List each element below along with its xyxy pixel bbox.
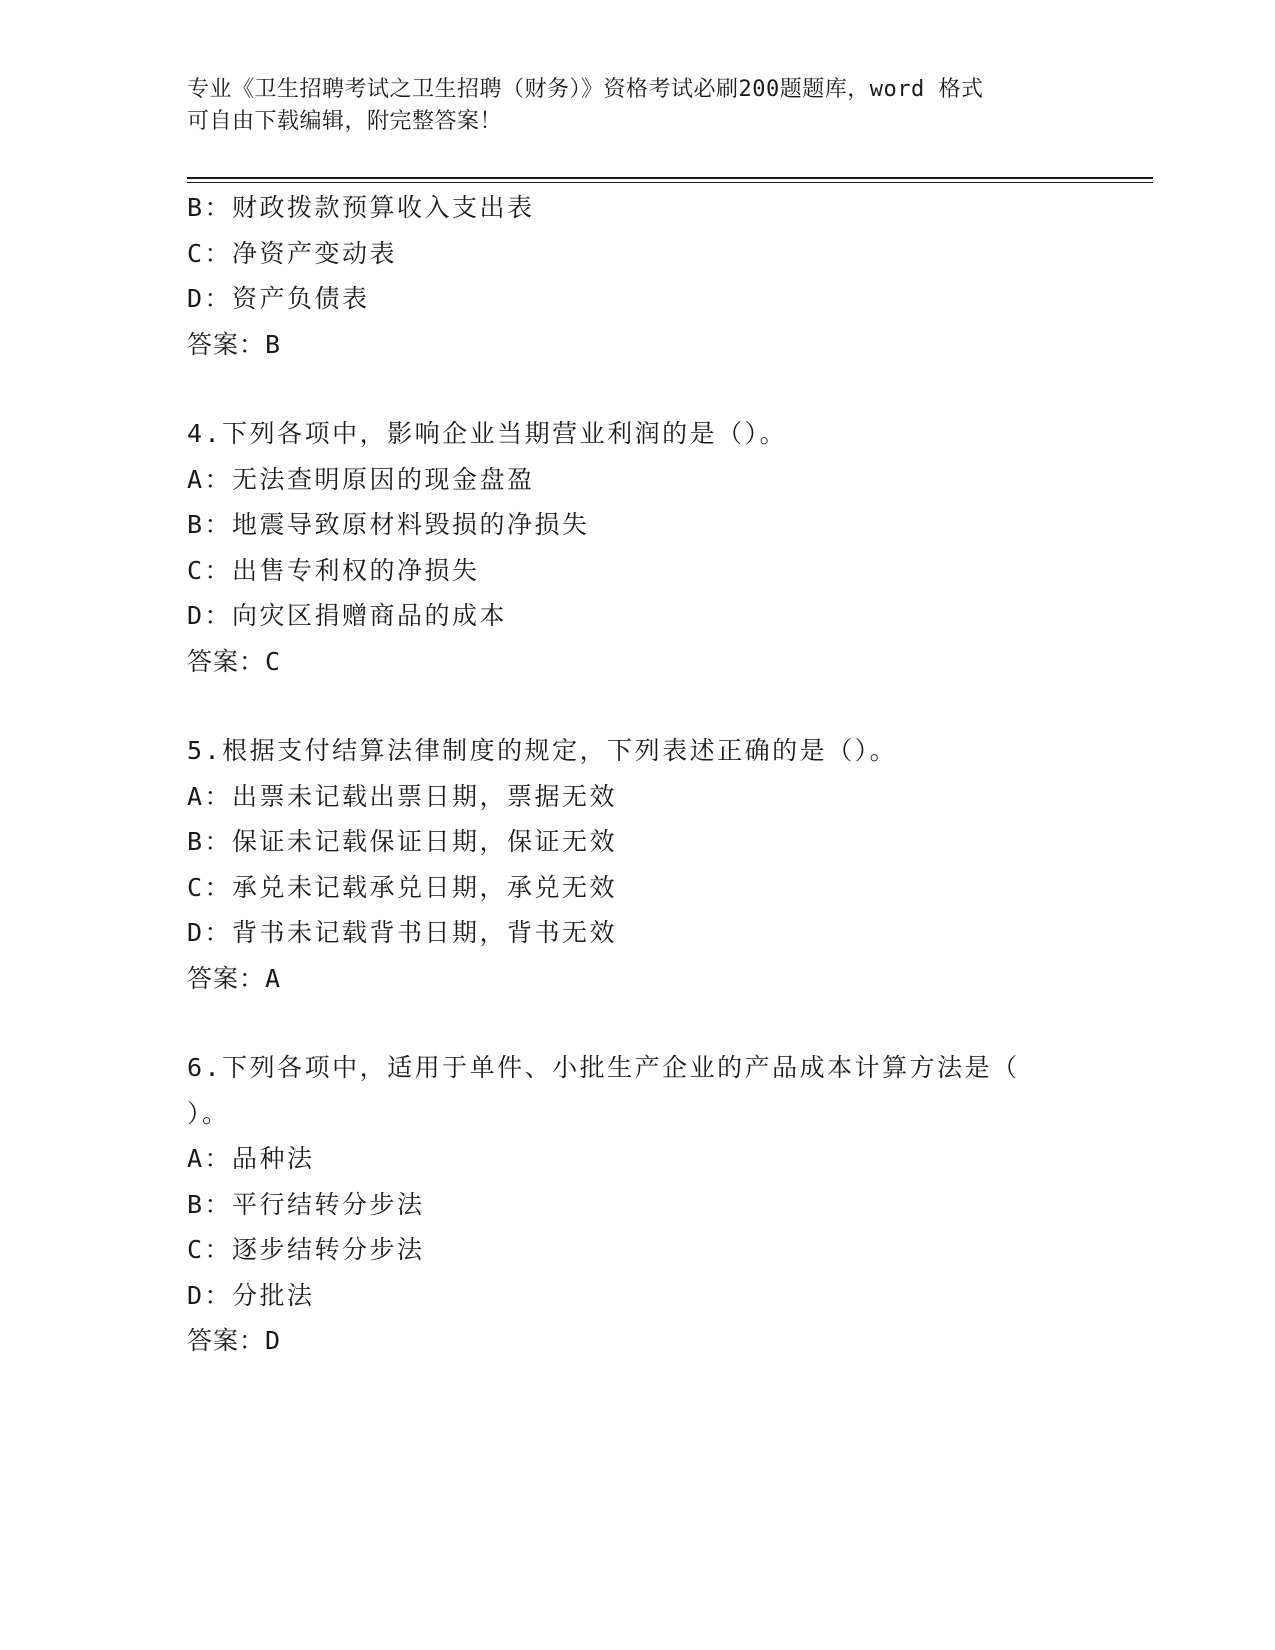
question-block-5 xyxy=(187,728,1087,1001)
question-block-6 xyxy=(187,1045,1087,1364)
q6-answer xyxy=(187,1318,1087,1364)
q5-option-c: C：承兑未记载承兑日期，承兑无效 xyxy=(187,872,618,902)
header-title-line-2: 可自由下载编辑，附完整答案！ xyxy=(187,109,503,134)
q3-option-c: C：净资产变动表 xyxy=(187,238,398,268)
q6-option-a: A：品种法 xyxy=(187,1144,315,1173)
q5-option-d: D：背书未记载背书日期，背书无效 xyxy=(187,918,618,947)
q5-option-b: B：保证未记载保证日期，保证无效 xyxy=(187,827,618,856)
q4-option-d: D：向灾区捐赠商品的成本 xyxy=(187,601,508,630)
q5-answer-label: 答案： xyxy=(187,963,266,993)
spacer xyxy=(187,684,1087,728)
q3-answer-value: B xyxy=(265,329,282,359)
q3-answer xyxy=(187,322,1087,368)
q4-answer xyxy=(187,639,1087,685)
q3-answer-label: 答案： xyxy=(187,329,266,359)
q6-option-d: D：分批法 xyxy=(187,1280,315,1310)
q5-option-a: A：出票未记载出票日期，票据无效 xyxy=(187,781,618,811)
spacer xyxy=(187,1001,1087,1045)
header-divider-thin xyxy=(187,182,1153,183)
question-block-3 xyxy=(187,185,1087,367)
q4-option-c: C：出售专利权的净损失 xyxy=(187,555,480,585)
q4-answer-label: 答案： xyxy=(187,646,266,676)
q5-question: 5.根据支付结算法律制度的规定，下列表述正确的是（）。 xyxy=(187,736,898,765)
header-divider-thick xyxy=(187,177,1153,179)
q6-question-line-2: ）。 xyxy=(187,1098,230,1128)
q5-answer-value: A xyxy=(265,963,282,993)
document-header xyxy=(187,74,1067,138)
question-list xyxy=(187,185,1087,1364)
q4-question: 4.下列各项中，影响企业当期营业利润的是（）。 xyxy=(187,419,788,448)
q5-answer xyxy=(187,956,1087,1002)
q4-option-a: A：无法查明原因的现金盘盈 xyxy=(187,464,535,494)
q6-question-line-1: 6.下列各项中，适用于单件、小批生产企业的产品成本计算方法是（ xyxy=(187,1053,1020,1082)
header-title-line-1: 专业《卫生招聘考试之卫生招聘（财务）》资格考试必刷200题题库，word 格式 xyxy=(187,77,984,102)
q6-option-b: B：平行结转分步法 xyxy=(187,1189,425,1219)
q4-answer-value: C xyxy=(265,646,282,676)
q6-answer-label: 答案： xyxy=(187,1326,266,1355)
spacer xyxy=(187,367,1087,411)
q6-answer-value: D xyxy=(265,1326,282,1355)
q3-option-b: B：财政拨款预算收入支出表 xyxy=(187,193,535,222)
q3-option-d: D：资产负债表 xyxy=(187,284,370,313)
q4-option-b: B：地震导致原材料毁损的净损失 xyxy=(187,510,590,539)
question-block-4 xyxy=(187,411,1087,684)
q6-option-c: C：逐步结转分步法 xyxy=(187,1235,425,1264)
